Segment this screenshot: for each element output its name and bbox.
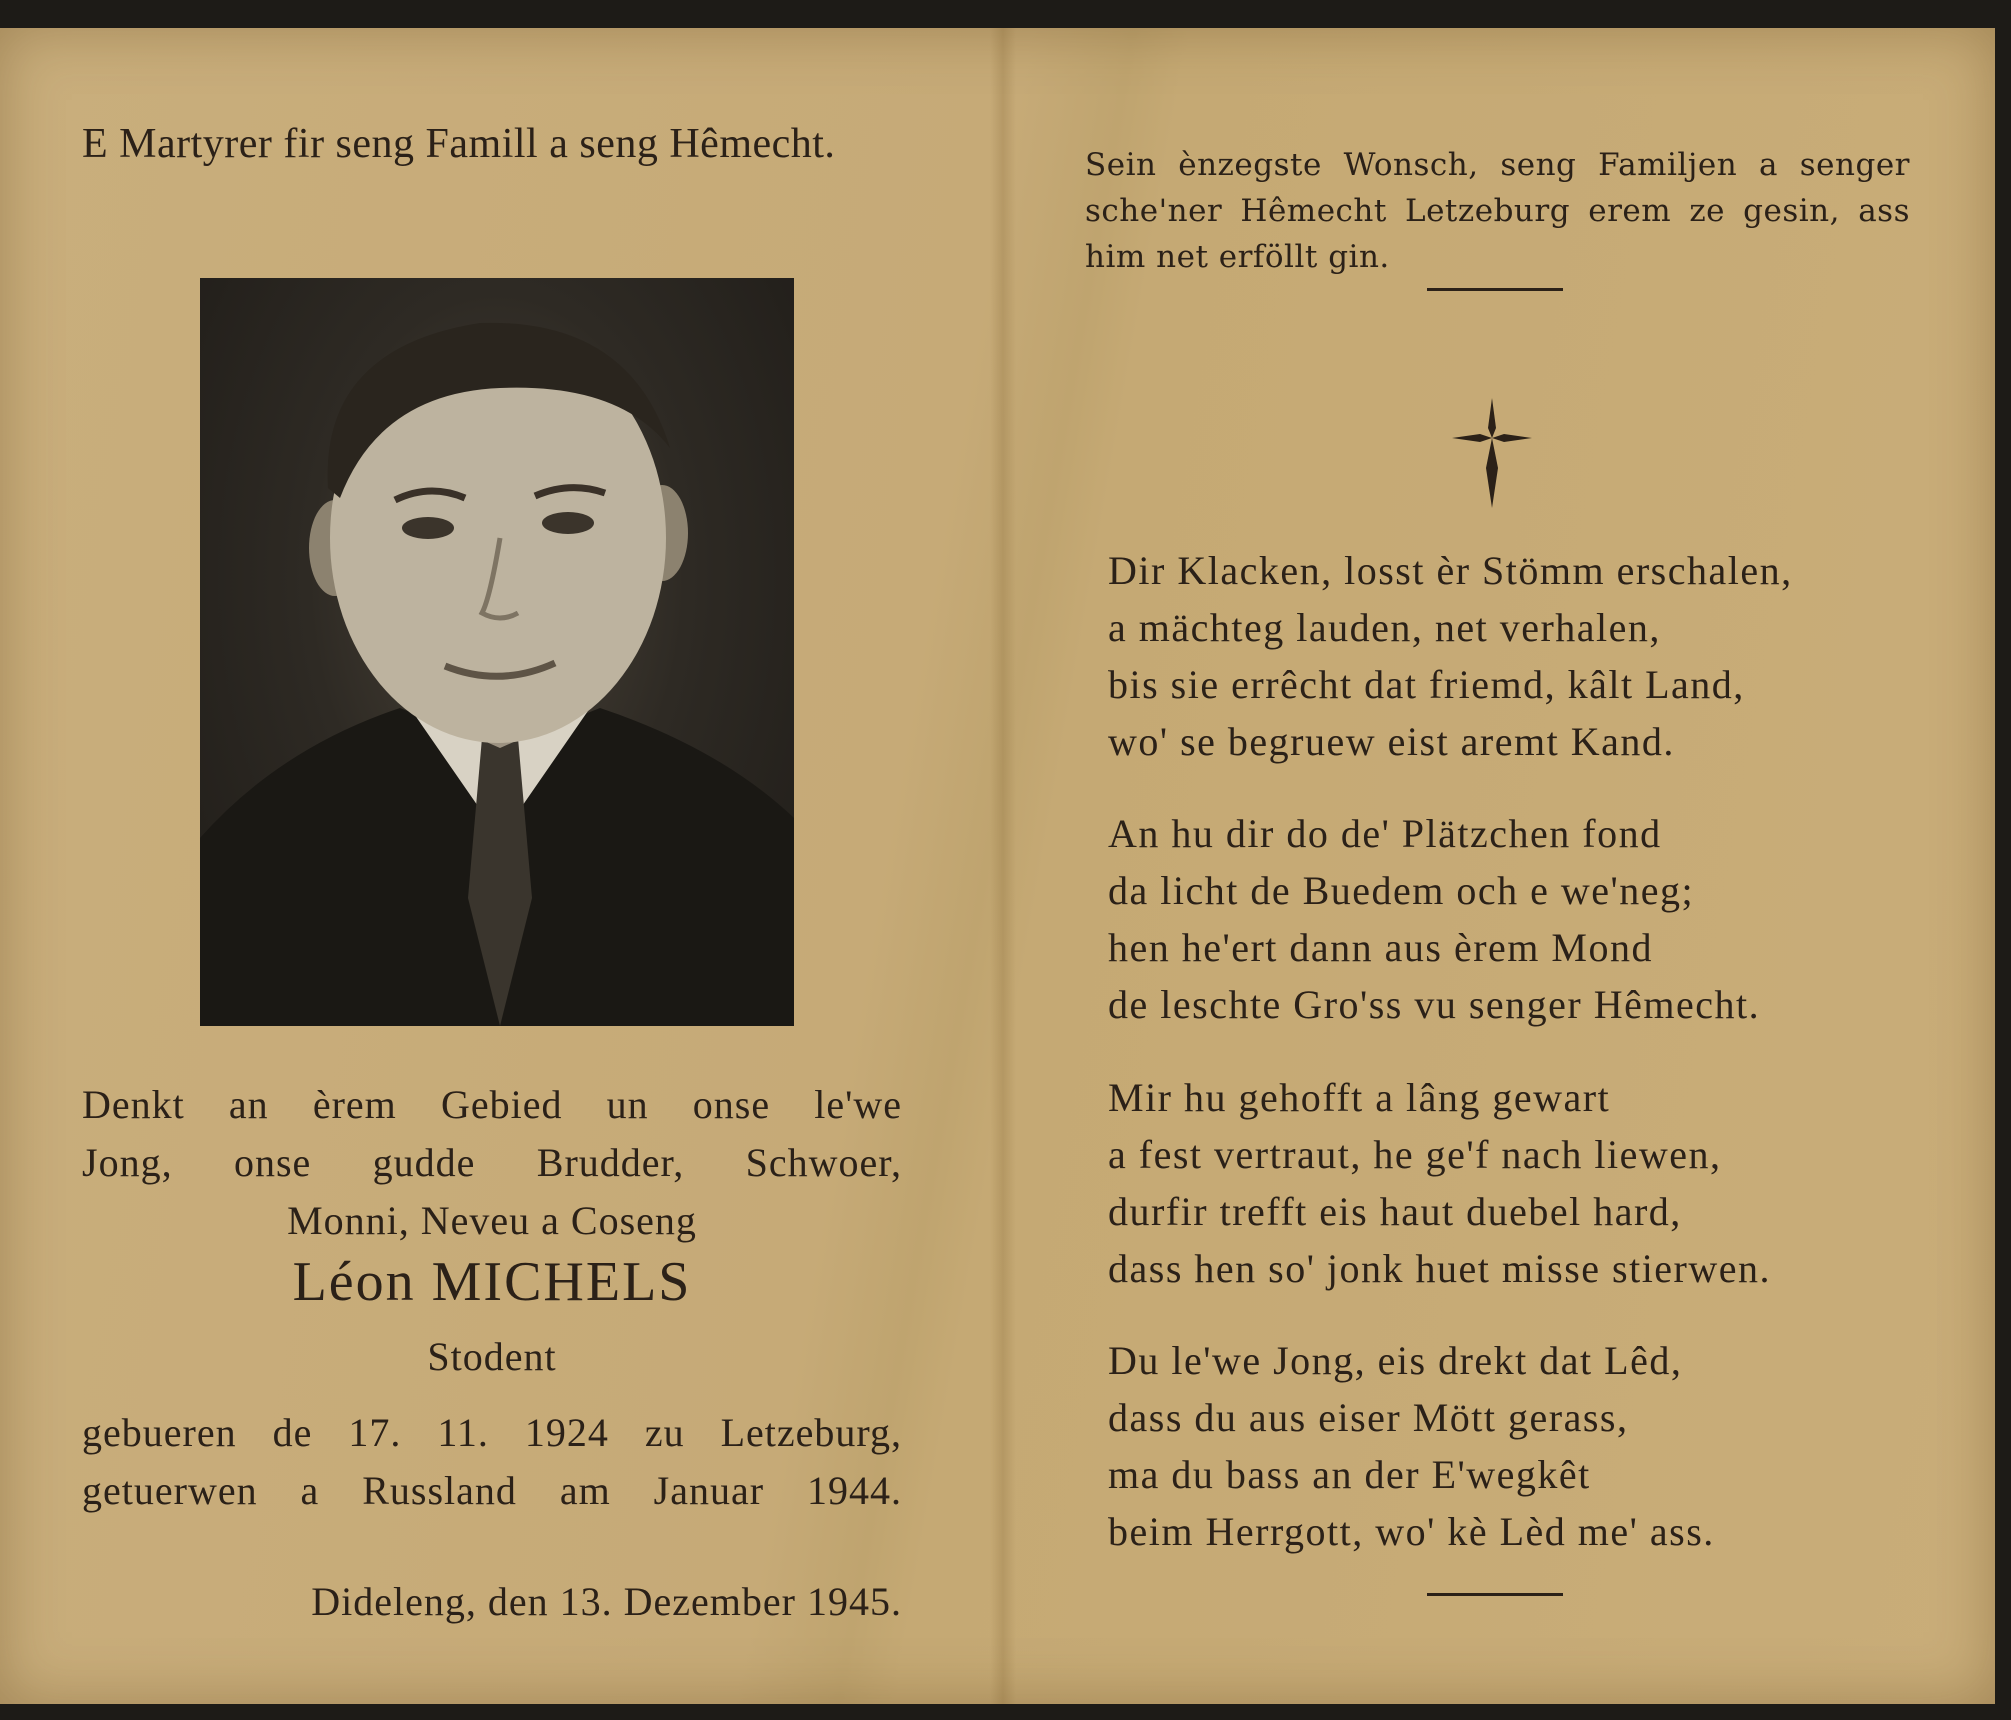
- card-fold: [990, 28, 1016, 1704]
- deceased-name: Léon MICHELS: [292, 1251, 692, 1313]
- stanza-2: [1108, 805, 1968, 1033]
- motto-line: E Martyrer fir seng Famill a seng Hêmecht.: [82, 121, 836, 167]
- poem-line: de leschte Gro'ss vu senger Hêmecht.: [1108, 982, 1761, 1027]
- poem-line: ma du bass an der E'wegkêt: [1108, 1452, 1591, 1497]
- stanza-3: [1108, 1069, 1968, 1297]
- stanza-1: [1108, 542, 1968, 770]
- top-divider: [1427, 288, 1563, 291]
- poem-line: bis sie errêcht dat friemd, kâlt Land,: [1108, 662, 1745, 707]
- life-dates: [82, 1404, 902, 1520]
- poem-line: a mächteg lauden, net verhalen,: [1108, 605, 1661, 650]
- memorial-card: [0, 28, 1995, 1704]
- bottom-divider: [1427, 1593, 1563, 1596]
- poem-line: An hu dir do de' Plätzchen fond: [1108, 811, 1662, 856]
- poem-line: da licht de Buedem och e we'neg;: [1108, 868, 1695, 913]
- place-date: Dideleng, den 13. Dezember 1945.: [311, 1579, 902, 1624]
- intro-text: Sein ènzegste Wonsch, seng Familjen a senger sche'ner Hêmecht Letzeburg erem ze gesin, ass him net erföllt gin.: [1085, 147, 1910, 275]
- death-line: getuerwen a Russland am Januar 1944.: [82, 1468, 902, 1513]
- occupation: Stodent: [427, 1334, 557, 1379]
- poem-line: Mir hu gehofft a lâng gewart: [1108, 1075, 1611, 1120]
- poem-line: wo' se begruew eist aremt Kand.: [1108, 719, 1675, 764]
- poem-line: Du le'we Jong, eis drekt dat Lêd,: [1108, 1338, 1683, 1383]
- poem-line: a fest vertraut, he ge'f nach liewen,: [1108, 1132, 1722, 1177]
- poem-line: Dir Klacken, losst èr Stömm erschalen,: [1108, 548, 1793, 593]
- poem-line: dass du aus eiser Mött gerass,: [1108, 1395, 1629, 1440]
- poem-line: durfir trefft eis haut duebel hard,: [1108, 1189, 1682, 1234]
- remembrance-line-3: Monni, Neveu a Coseng: [287, 1198, 697, 1243]
- remembrance-text: [82, 1076, 902, 1250]
- birth-line: gebueren de 17. 11. 1924 zu Letzeburg,: [82, 1410, 902, 1455]
- latin-cross-icon: [1452, 398, 1532, 508]
- stanza-4: [1108, 1332, 1968, 1560]
- remembrance-line-2: Jong, onse gudde Brudder, Schwoer,: [82, 1140, 902, 1185]
- poem-line: dass hen so' jonk huet misse stierwen.: [1108, 1246, 1772, 1291]
- poem-line: beim Herrgott, wo' kè Lèd me' ass.: [1108, 1509, 1715, 1554]
- portrait-photo: [200, 278, 794, 1026]
- poem-line: hen he'ert dann aus èrem Mond: [1108, 925, 1653, 970]
- remembrance-line-1: Denkt an èrem Gebied un onse le'we: [82, 1082, 902, 1127]
- portrait-illustration: [200, 278, 794, 1026]
